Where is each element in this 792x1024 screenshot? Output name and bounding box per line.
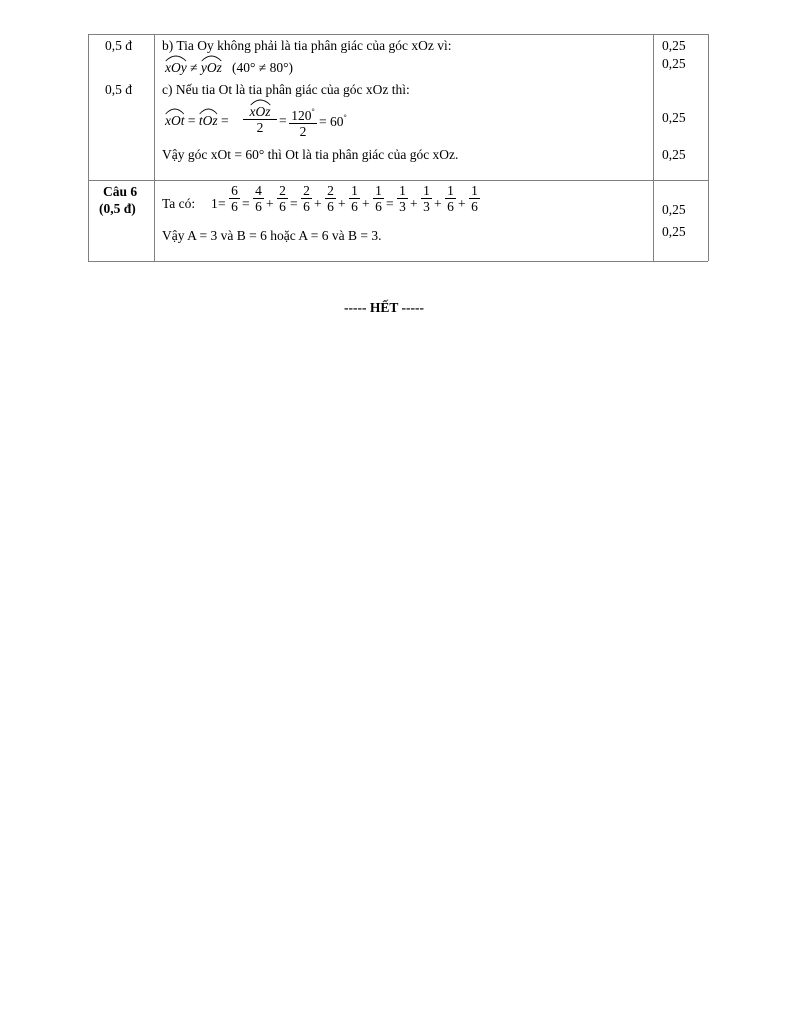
column-divider-1 <box>154 34 155 261</box>
intro-text: Ta có: <box>162 196 196 211</box>
score-q6-2: 0,25 <box>662 224 686 239</box>
equation-sign: + <box>314 196 322 211</box>
equation-sign: + <box>362 196 370 211</box>
fraction-term: 2 6 <box>301 183 312 214</box>
fraction-term: 6 6 <box>229 183 240 214</box>
equation-sign: = <box>386 196 394 211</box>
score-c-2: 0,25 <box>662 147 686 162</box>
score-q6-1: 0,25 <box>662 202 686 217</box>
fraction-term: 1 6 <box>349 183 360 214</box>
equation-sign: + <box>434 196 442 211</box>
fraction-term: 1 6 <box>445 183 456 214</box>
fraction-equation <box>218 183 508 225</box>
fraction-120-over-2: 120° 2 <box>289 104 317 139</box>
equation-sign: = <box>290 196 298 211</box>
equation-sign: + <box>266 196 274 211</box>
score-c-1: 0,25 <box>662 110 686 125</box>
fraction-xoz-over-2: xOz 2 <box>243 104 277 135</box>
part-b-title: b) Tia Oy không phải là tia phân giác của góc xOz vì: <box>162 38 452 53</box>
part-c-title: c) Nếu tia Ot là tia phân giác của góc xOz thì: <box>162 82 410 97</box>
angle-toz: tOz <box>199 113 218 129</box>
fraction-term: 1 3 <box>397 183 408 214</box>
points-label-b: 0,5 đ <box>105 38 132 53</box>
table-top-border <box>88 34 708 35</box>
question-6-conclusion: Vậy A = 3 và B = 6 hoặc A = 6 và B = 3. <box>162 228 382 243</box>
neq-sign: ≠ <box>190 60 198 75</box>
equation-sign: + <box>410 196 418 211</box>
equation-lead: 1 <box>211 196 218 211</box>
part-b-formula <box>165 60 293 76</box>
table-right-border <box>708 34 709 261</box>
equation-sign: + <box>338 196 346 211</box>
fraction-term: 1 6 <box>469 183 480 214</box>
fraction-term: 2 6 <box>325 183 336 214</box>
part-c-conclusion: Vậy góc xOt = 60° thì Ot là tia phân giác của góc xOz. <box>162 147 459 162</box>
angle-note: (40° ≠ 80°) <box>232 60 293 75</box>
equation-sign: = <box>218 196 226 211</box>
angle-xoy: xOy <box>165 60 187 76</box>
table-left-border <box>88 34 89 261</box>
points-label-c: 0,5 đ <box>105 82 132 97</box>
question-label: Câu 6 <box>103 184 138 199</box>
angle-xot: xOt <box>165 113 185 129</box>
fraction-term: 4 6 <box>253 183 264 214</box>
angle-yoz: yOz <box>201 60 222 76</box>
score-b-2: 0,25 <box>662 56 686 71</box>
table-bottom-border <box>88 261 708 262</box>
question-points: (0,5 đ) <box>99 201 136 216</box>
part-c-formula: xOt = tOz = xOz 2 = 120° 2 = 60° <box>165 103 415 145</box>
score-b-1: 0,25 <box>662 38 686 53</box>
equation-sign: = <box>242 196 250 211</box>
equation-sign: + <box>458 196 466 211</box>
row-divider <box>88 180 708 181</box>
fraction-term: 1 3 <box>421 183 432 214</box>
fraction-term: 1 6 <box>373 183 384 214</box>
column-divider-2 <box>653 34 654 261</box>
end-marker: ----- HẾT ----- <box>344 300 424 315</box>
fraction-term: 2 6 <box>277 183 288 214</box>
